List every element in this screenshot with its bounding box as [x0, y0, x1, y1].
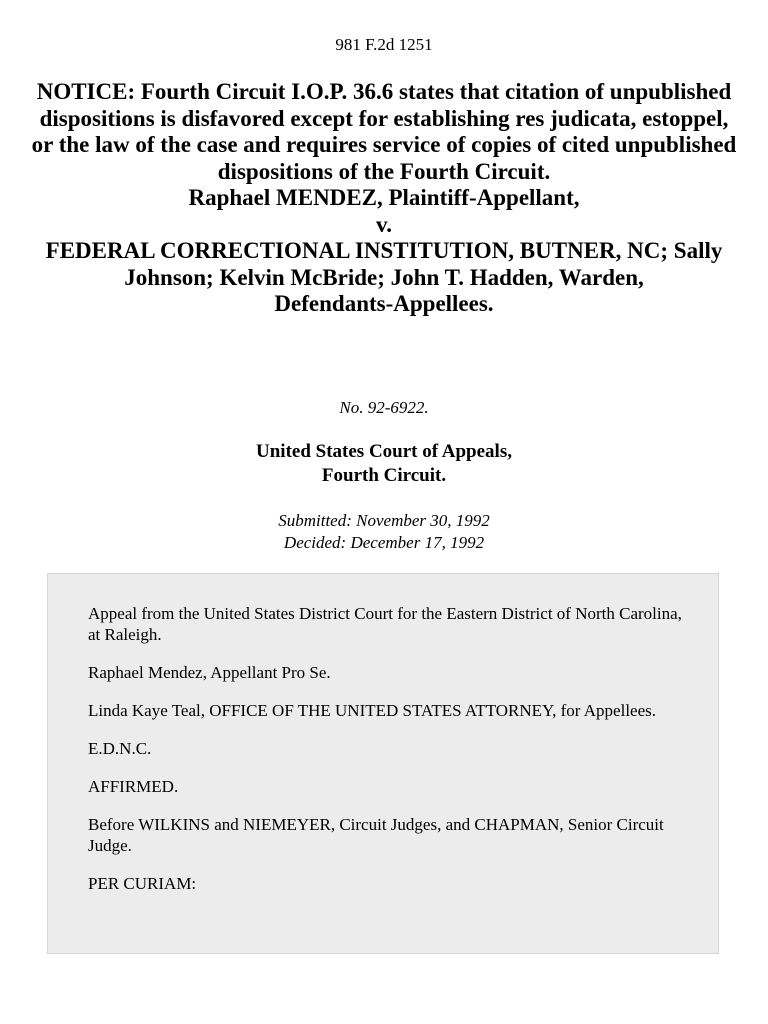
lower-court: E.D.N.C.: [88, 739, 152, 758]
appeal-from-text: Appeal from the United States District Court for the Eastern District of North Carolina, at Raleigh.: [88, 604, 682, 644]
court-name-line-2: Fourth Circuit.: [321, 465, 447, 486]
defendants-line-2: Johnson; Kelvin McBride; John T. Hadden, Warden,: [124, 264, 644, 290]
plaintiff-name: Raphael MENDEZ, Plaintiff-Appellant,: [188, 185, 580, 210]
unpublished-notice: NOTICE: Fourth Circuit I.O.P. 36.6 states that citation of unpublished dispositions is disfavored except for establishing res judicata, estoppel, or the law of the case and requires service of copies of cited unpublished dispositions of the Fourth Circuit.: [31, 79, 737, 184]
decided-date: Decided: December 17, 1992: [283, 533, 485, 552]
versus-label: v.: [376, 211, 392, 237]
opinion-author: PER CURIAM:: [88, 874, 197, 893]
case-summary-box: [47, 573, 719, 954]
appellant-counsel: Raphael Mendez, Appellant Pro Se.: [88, 663, 331, 682]
docket-number: No. 92-6922.: [339, 398, 429, 417]
defendants-line-1: FEDERAL CORRECTIONAL INSTITUTION, BUTNER, NC; Sally: [45, 238, 723, 263]
court-name: [0, 440, 768, 488]
appellee-counsel: Linda Kaye Teal, OFFICE OF THE UNITED STATES ATTORNEY, for Appellees.: [88, 701, 657, 720]
submitted-date: Submitted: November 30, 1992: [278, 511, 490, 530]
case-title-block: [30, 79, 738, 318]
court-name-line-1: United States Court of Appeals,: [256, 441, 512, 462]
judge-panel: Before WILKINS and NIEMEYER, Circuit Judges, and CHAPMAN, Senior Circuit Judge.: [88, 815, 664, 855]
case-citation: 981 F.2d 1251: [335, 35, 433, 54]
case-dates: [0, 510, 768, 554]
disposition: AFFIRMED.: [88, 777, 179, 796]
defendants-line-3: Defendants-Appellees.: [274, 291, 494, 316]
case-summary-content: [88, 603, 688, 911]
